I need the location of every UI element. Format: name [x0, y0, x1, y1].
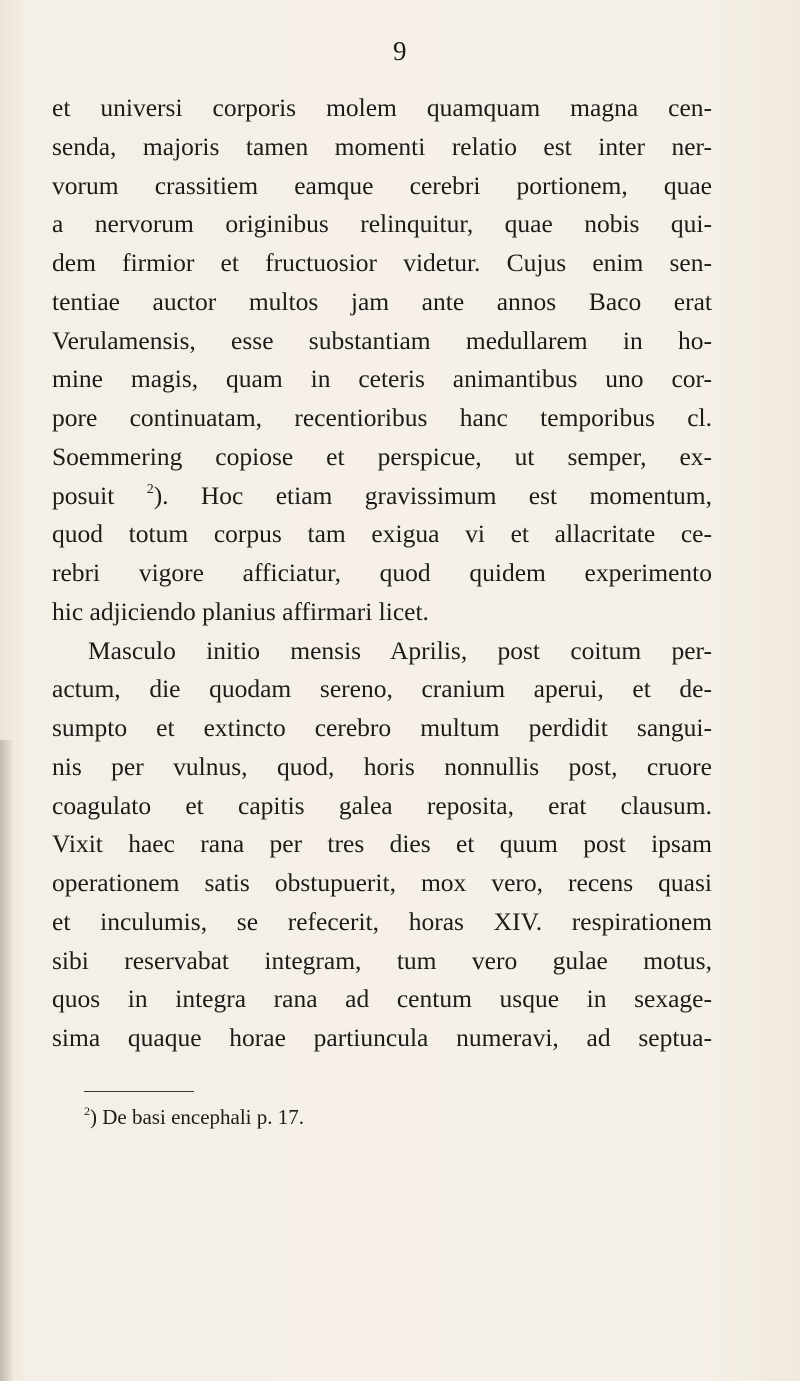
text-line: quod totum corpus tam exigua vi et allacritate ce-: [52, 519, 712, 549]
text-line: operationem satis obstupuerit, mox vero, recens quasi: [52, 868, 712, 897]
text-line: sima quaque horae partiuncula numeravi, ad septua-: [52, 1023, 712, 1052]
footnote: [84, 1105, 304, 1130]
footnote-marker: 2: [84, 1104, 90, 1118]
text-line: et universi corporis molem quamquam magna cen-: [52, 93, 712, 122]
footnote-reference[interactable]: 2: [146, 481, 154, 497]
text-line: Verulamensis, esse substantiam medullarem in ho-: [52, 325, 712, 355]
text-line: coagulato et capitis galea reposita, erat clausum.: [52, 790, 712, 820]
text-line: pore continuatam, recentioribus hanc temporibus cl.: [52, 403, 712, 432]
text-line: senda, majoris tamen momenti relatio est inter ner-: [52, 131, 712, 161]
footnote-marker-paren: ): [90, 1105, 97, 1129]
text-line: Vixit haec rana per tres dies et quum post ipsam: [52, 829, 712, 859]
text-line: actum, die quodam sereno, cranium aperui, et de-: [52, 674, 712, 704]
text-line: Soemmering copiose et perspicue, ut semper, ex-: [52, 441, 712, 471]
text-line-with-footnote-ref: [52, 477, 712, 516]
text-line: tentiae auctor multos jam ante annos Baco erat: [52, 286, 712, 316]
page-number: 9: [393, 36, 407, 66]
text-line: vorum crassitiem eamque cerebri portionem, quae: [52, 170, 712, 200]
text-line: et inculumis, se refecerit, horas XIV. respirationem: [52, 906, 712, 936]
text-line: sibi reservabat integram, tum vero gulae motus,: [52, 945, 712, 975]
text-line: nis per vulnus, quod, horis nonnullis post, cruore: [52, 751, 712, 781]
text-line: hic adjiciendo planius affirmari licet.: [52, 596, 429, 626]
footnote-text: De basi encephali p. 17.: [102, 1105, 305, 1129]
text-line: a nervorum originibus relinquitur, quae nobis qui-: [52, 209, 712, 239]
line-text-after-ref: ). Hoc etiam gravissimum est momentum,: [153, 480, 712, 510]
footnote-divider: [84, 1091, 194, 1092]
text-line: sumpto et extincto cerebro multum perdidit sangui-: [52, 713, 712, 742]
page-edge-shadow: [0, 740, 14, 1381]
body-text: [52, 89, 712, 1058]
line-text-before-ref: posuit: [52, 480, 115, 510]
text-line: quos in integra rana ad centum usque in sexage-: [52, 984, 712, 1014]
text-line: rebri vigore afficiatur, quod quidem experimento: [52, 558, 712, 587]
text-line: dem firmior et fructuosior videtur. Cujus enim sen-: [52, 248, 712, 277]
text-line: mine magis, quam in ceteris animantibus uno cor-: [52, 364, 712, 394]
paragraph-first-line: Masculo initio mensis Aprilis, post coitum per-: [88, 635, 712, 665]
